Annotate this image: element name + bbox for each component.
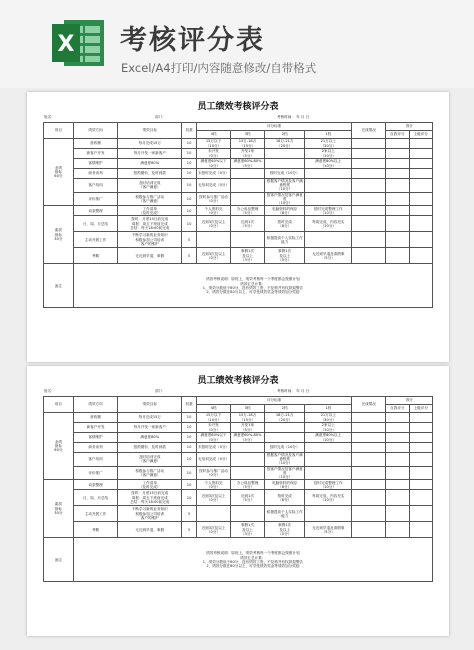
row-level-2: 按时完成 （8分） (265, 490, 305, 506)
note-label: 备注 (44, 538, 74, 582)
note-label: 备注 (44, 264, 74, 308)
row-level-2: 根据客户情况及客户满意程度 （10分） (265, 453, 305, 467)
row-level-1: 每周完成，内容充实 （10分） (305, 216, 352, 232)
page-subtitle: Excel/A4打印/内容随意修改/自带格式 (121, 61, 317, 75)
header-score: 得分 (386, 123, 433, 131)
header-scoring: 评分标准 (197, 397, 352, 405)
row-standard: 每月开发一家新客户 (118, 149, 182, 159)
row-standard: 工作清单 （及时完成） (118, 480, 182, 490)
row-level-4: 按时参与推广活动（0分） (197, 192, 231, 206)
row-weight: 10 (182, 139, 197, 149)
row-weight: 10 (182, 192, 197, 206)
table-row (44, 413, 433, 423)
table-row (44, 466, 433, 480)
row-level-4: 无培训完成（0分） (197, 179, 231, 193)
row-standard: 工作清单 （及时完成） (118, 206, 182, 216)
category-ability: 素质 指标 30分 (44, 206, 74, 264)
row-level-3 (231, 169, 265, 179)
row-completion[interactable] (352, 216, 386, 232)
category-ability: 素质 指标 30分 (44, 480, 74, 538)
row-level-1 (305, 192, 352, 206)
dept-label: 部门： (155, 389, 166, 393)
header-level-1: 1档 (305, 405, 352, 413)
row-level-3 (231, 506, 265, 522)
sheet-title: 员工绩效考核评分表 (197, 102, 279, 112)
row-level-3: 事假1次 及以上 （3分） (231, 522, 265, 538)
row-self-score[interactable] (386, 232, 409, 248)
row-level-3: 15万-18万 （15分） (231, 139, 265, 149)
header-banner (0, 0, 474, 88)
row-self-score[interactable] (386, 139, 409, 149)
row-leader-score[interactable] (409, 159, 432, 169)
row-weight: 10 (182, 490, 197, 506)
notes-cell (73, 264, 432, 308)
row-level-1: 满意度80%以上 （10分） (305, 159, 352, 169)
row-leader-score[interactable] (409, 423, 432, 433)
row-self-score[interactable] (386, 490, 409, 506)
header-level-3: 3档 (231, 405, 265, 413)
row-leader-score[interactable] (409, 522, 432, 538)
row-level-4: 15万以下 （10分） (197, 139, 231, 149)
row-level-3: 迟到1次 （5分） (231, 490, 265, 506)
header-scoring: 评分标准 (197, 123, 352, 131)
row-level-1: 满意度80%以上 （10分） (305, 433, 352, 443)
row-level-1 (305, 179, 352, 193)
row-level-4: 未按时完成（0分） (197, 169, 231, 179)
row-weight: 10 (182, 149, 197, 159)
row-content: 主动开展工作 (73, 506, 118, 522)
row-leader-score[interactable] (409, 192, 432, 206)
score-table (43, 122, 433, 308)
row-completion[interactable] (352, 506, 386, 522)
row-completion[interactable] (352, 248, 386, 264)
row-weight: 10 (182, 453, 197, 467)
row-level-2: 按时完成（10分） (265, 443, 305, 453)
header-self-score: 自我评分 (386, 405, 409, 413)
table-row (44, 522, 433, 538)
row-level-3 (231, 453, 265, 467)
row-leader-score[interactable] (409, 413, 432, 423)
row-completion[interactable] (352, 433, 386, 443)
row-weight: 10 (182, 159, 197, 169)
row-level-3: 满意度60%-80% （5分） (231, 433, 265, 443)
row-level-3 (231, 179, 265, 193)
date-label: 考核时间： 年 月 日 (277, 389, 310, 393)
notes-row (44, 538, 433, 582)
row-level-4 (197, 506, 231, 522)
row-leader-score[interactable] (409, 506, 432, 522)
row-completion[interactable] (352, 453, 386, 467)
row-leader-score[interactable] (409, 139, 432, 149)
row-weight: 10 (182, 466, 197, 480)
row-level-1 (305, 443, 352, 453)
header-completion: 完成情况 (352, 397, 386, 413)
row-level-1 (305, 466, 352, 480)
row-level-2 (265, 423, 305, 433)
row-standard: 按时：月度15日前完成 周报：周五下班前完成 总结：每天18:00前完成 (118, 216, 182, 232)
row-level-3: 开发1家 （5分） (231, 149, 265, 159)
table-row (44, 149, 433, 159)
row-content: 日、周、月总结 (73, 490, 118, 506)
header-level-3: 3档 (231, 131, 265, 139)
row-content: 主动开展工作 (73, 232, 118, 248)
note-line: 绩效考核说明：原则上，绩效考核每一个季度都会按照计划 (206, 277, 300, 282)
header-self-score: 自我评分 (386, 131, 409, 139)
row-content: 客情维护 (73, 159, 118, 169)
row-level-3 (231, 232, 265, 248)
row-level-2: 按时完成（10分） (265, 169, 305, 179)
row-level-3: 迟到1次 （5分） (231, 216, 265, 232)
header-project: 项目 (44, 397, 74, 413)
row-leader-score[interactable] (409, 169, 432, 179)
row-weight: 10 (182, 433, 197, 443)
row-standard: 按预期价、及时到款 (118, 443, 182, 453)
row-standard: 及时培训完成 （客户满意） (118, 453, 182, 467)
row-completion[interactable] (352, 232, 386, 248)
row-self-score[interactable] (386, 522, 409, 538)
header-leader-score: 上级评分 (409, 405, 432, 413)
table-row (44, 139, 433, 149)
row-leader-score[interactable] (409, 149, 432, 159)
row-content: 词条整理 (73, 206, 118, 216)
row-level-3: 事假1次 及以上 （3分） (231, 248, 265, 264)
note-line: 绩效汇总计算： (240, 555, 266, 560)
header-content: 绩效方向 (73, 123, 118, 139)
table-row (44, 506, 433, 522)
row-completion[interactable] (352, 149, 386, 159)
svg-text:X: X (57, 32, 75, 57)
row-level-1 (305, 506, 352, 522)
row-level-3: 开发1家 （5分） (231, 423, 265, 433)
sheet-title: 员工绩效考核评分表 (197, 376, 279, 386)
row-level-3 (231, 192, 265, 206)
row-weight: 5 (182, 248, 197, 264)
note-line: 绩效考核说明：原则上，绩效考核每一个季度都会按照计划 (206, 551, 300, 556)
row-leader-score[interactable] (409, 453, 432, 467)
table-row (44, 159, 433, 169)
note-line: 2、绩效分数在80分以上，可享受绩效奖金等绩效加分奖励 (206, 289, 300, 294)
row-standard: 积极参与推广活动 （客户满意） (118, 466, 182, 480)
header-level-4: 4档 (197, 131, 231, 139)
row-level-3: 15万-18万 （15分） (231, 413, 265, 423)
row-content: 词条整理 (73, 480, 118, 490)
row-content: 客情维护 (73, 433, 118, 443)
name-label: 姓名： (44, 389, 55, 393)
row-level-1 (305, 453, 352, 467)
row-completion[interactable] (352, 490, 386, 506)
row-content: 新客户开发 (73, 423, 118, 433)
row-self-score[interactable] (386, 506, 409, 522)
note-line: 2、绩效分数在80分以上，可享受绩效奖金等绩效加分奖励 (206, 563, 300, 568)
row-content: 日、周、月总结 (73, 216, 118, 232)
row-leader-score[interactable] (409, 480, 432, 490)
header-leader-score: 上级评分 (409, 131, 432, 139)
row-standard: 每月开发一家新客户 (118, 423, 182, 433)
row-content: 评价推广 (73, 192, 118, 206)
row-leader-score[interactable] (409, 216, 432, 232)
row-content: 考勤 (73, 248, 118, 264)
row-content: 考勤 (73, 522, 118, 538)
category-main: 业绩 指标 60分 (44, 139, 74, 206)
table-row (44, 192, 433, 206)
row-self-score[interactable] (386, 216, 409, 232)
row-level-2: 事假1次 及以上 （5分） (265, 248, 305, 264)
row-content: 商务谈判 (73, 169, 118, 179)
notes-row (44, 264, 433, 308)
row-completion[interactable] (352, 159, 386, 169)
row-self-score[interactable] (386, 413, 409, 423)
row-standard: 每月完成15万 (118, 413, 182, 423)
page-title: 考核评分表 (120, 25, 265, 56)
row-level-2 (265, 159, 305, 169)
table-row (44, 179, 433, 193)
table-row (44, 433, 433, 443)
row-level-1: 无迟到早退及请假事 （5分） (305, 522, 352, 538)
row-level-2: 18万-21万 （20分） (265, 139, 305, 149)
row-weight: 5 (182, 232, 197, 248)
row-level-3: 办公用品整理 （5分） (231, 206, 265, 216)
row-completion[interactable] (352, 179, 386, 193)
dept-label: 部门： (155, 115, 166, 119)
row-standard: 积极参与推广活动 （客户满意） (118, 192, 182, 206)
row-level-2: 积极提高个人实际工作能力 (265, 506, 305, 522)
row-leader-score[interactable] (409, 179, 432, 193)
row-self-score[interactable] (386, 480, 409, 490)
row-level-2: 按时完成 （8分） (265, 216, 305, 232)
row-level-4: 迟到3次及以上 （0分） (197, 490, 231, 506)
row-content: 客户培训 (73, 179, 118, 193)
table-row (44, 443, 433, 453)
row-self-score[interactable] (386, 149, 409, 159)
row-level-1: 2家以上 （10分） (305, 423, 352, 433)
row-level-2: 按客户情况及客户满意度 （10分） (265, 466, 305, 480)
row-self-score[interactable] (386, 206, 409, 216)
row-level-4: 迟到3次及以上 （0分） (197, 522, 231, 538)
row-standard: 无迟到早退、事假 (118, 248, 182, 264)
row-self-score[interactable] (386, 179, 409, 193)
row-leader-score[interactable] (409, 433, 432, 443)
row-level-4: 按时参与推广活动（0分） (197, 466, 231, 480)
header-completion: 完成情况 (352, 123, 386, 139)
row-level-4 (197, 232, 231, 248)
header-standard: 绩效目标 (118, 397, 182, 413)
row-self-score[interactable] (386, 248, 409, 264)
row-level-3 (231, 443, 265, 453)
row-weight: 5 (182, 522, 197, 538)
row-leader-score[interactable] (409, 466, 432, 480)
row-level-2 (265, 149, 305, 159)
table-row (44, 453, 433, 467)
row-level-3 (231, 466, 265, 480)
table-row (44, 490, 433, 506)
row-level-2: 积极提高个人实际工作能力 (265, 232, 305, 248)
row-level-4: 未开发 （0分） (197, 423, 231, 433)
table-row (44, 423, 433, 433)
table-row (44, 480, 433, 490)
row-self-score[interactable] (386, 192, 409, 206)
row-completion[interactable] (352, 522, 386, 538)
sheet-preview-1 (27, 92, 449, 362)
row-level-3: 办公用品整理 （5分） (231, 480, 265, 490)
row-weight: 10 (182, 169, 197, 179)
row-standard: 每月完成15万 (118, 139, 182, 149)
row-self-score[interactable] (386, 443, 409, 453)
row-content: 商务谈判 (73, 443, 118, 453)
row-completion[interactable] (352, 139, 386, 149)
row-weight: 10 (182, 423, 197, 433)
row-level-4: 无培训完成（0分） (197, 453, 231, 467)
row-standard: 按时：月度15日前完成 周报：周五下班前完成 总结：每天18:00前完成 (118, 490, 182, 506)
notes-cell (73, 538, 432, 582)
header-project: 项目 (44, 123, 74, 139)
row-level-1: 每周完成，内容充实 （10分） (305, 490, 352, 506)
row-self-score[interactable] (386, 423, 409, 433)
header-level-2: 2档 (265, 131, 305, 139)
row-level-1: 2家以上 （10分） (305, 149, 352, 159)
row-level-2: 按客户情况及客户满意度 （10分） (265, 192, 305, 206)
row-weight: 10 (182, 206, 197, 216)
note-line: 1、绩效分数低于60分，没有绩效工资，不及格并有权辞退警告 (202, 285, 304, 290)
row-level-4: 个人资料完 （0分） (197, 480, 231, 490)
row-level-2: 事假1次 及以上 （5分） (265, 522, 305, 538)
category-main: 业绩 指标 60分 (44, 413, 74, 480)
row-level-1 (305, 169, 352, 179)
row-weight: 10 (182, 216, 197, 232)
excel-icon (50, 16, 106, 70)
row-standard: 及时培训完成 （客户满意） (118, 179, 182, 193)
row-weight: 10 (182, 413, 197, 423)
header-level-2: 2档 (265, 405, 305, 413)
row-level-4: 迟到3次及以上 （0分） (197, 248, 231, 264)
row-level-1: 按时完成整理工作 （10分） (305, 480, 352, 490)
header-weight: 权重 (182, 397, 197, 413)
table-row (44, 232, 433, 248)
row-weight: 10 (182, 443, 197, 453)
row-self-score[interactable] (386, 453, 409, 467)
row-level-4: 满意度60%以下 （0分） (197, 159, 231, 169)
row-content: 营收额 (73, 139, 118, 149)
sheet-preview-2 (27, 366, 449, 636)
row-level-1 (305, 232, 352, 248)
table-row (44, 216, 433, 232)
row-level-4: 满意度60%以下 （0分） (197, 433, 231, 443)
row-completion[interactable] (352, 466, 386, 480)
row-level-2: 根据客户情况及客户满意程度 （10分） (265, 179, 305, 193)
row-level-2: 电脑资料的保存 （8分） (265, 206, 305, 216)
row-standard: 满意度80% (118, 159, 182, 169)
row-content: 评价推广 (73, 466, 118, 480)
row-leader-score[interactable] (409, 232, 432, 248)
row-level-4: 15万以下 （10分） (197, 413, 231, 423)
row-content: 新客户开发 (73, 149, 118, 159)
row-completion[interactable] (352, 443, 386, 453)
header-standard: 绩效目标 (118, 123, 182, 139)
row-level-1: 无迟到早退及请假事 （5分） (305, 248, 352, 264)
row-self-score[interactable] (386, 433, 409, 443)
header-score: 得分 (386, 397, 433, 405)
score-table (43, 396, 433, 582)
row-self-score[interactable] (386, 169, 409, 179)
row-level-1: 按时完成整理工作 （10分） (305, 206, 352, 216)
row-leader-score[interactable] (409, 490, 432, 506)
row-level-4: 未开发 （0分） (197, 149, 231, 159)
row-content: 客户培训 (73, 453, 118, 467)
row-completion[interactable] (352, 169, 386, 179)
row-level-1: 21万以上 （30分） (305, 139, 352, 149)
row-standard: 不断学习新的业务知识 积极参加公司培训 客户的维护 (118, 232, 182, 248)
row-standard: 按预期价、及时到款 (118, 169, 182, 179)
row-content: 营收额 (73, 413, 118, 423)
header-level-4: 4档 (197, 405, 231, 413)
table-row (44, 206, 433, 216)
row-level-4: 个人资料完 （0分） (197, 206, 231, 216)
row-self-score[interactable] (386, 466, 409, 480)
row-level-2: 电脑资料的保存 （8分） (265, 480, 305, 490)
row-level-2 (265, 433, 305, 443)
row-standard: 无迟到早退、事假 (118, 522, 182, 538)
row-leader-score[interactable] (409, 248, 432, 264)
row-leader-score[interactable] (409, 443, 432, 453)
row-weight: 10 (182, 480, 197, 490)
header-content: 绩效方向 (73, 397, 118, 413)
note-line: 绩效汇总计算： (240, 281, 266, 286)
row-standard: 不断学习新的业务知识 积极参加公司培训 客户的维护 (118, 506, 182, 522)
table-row (44, 169, 433, 179)
row-completion[interactable] (352, 192, 386, 206)
date-label: 考核时间： 年 月 日 (277, 115, 310, 119)
row-weight: 10 (182, 179, 197, 193)
name-label: 姓名： (44, 115, 55, 119)
header-weight: 权重 (182, 123, 197, 139)
row-completion[interactable] (352, 413, 386, 423)
row-level-4: 迟到3次及以上 （0分） (197, 216, 231, 232)
row-standard: 满意度80% (118, 433, 182, 443)
table-row (44, 248, 433, 264)
row-level-2: 18万-21万 （20分） (265, 413, 305, 423)
row-completion[interactable] (352, 423, 386, 433)
row-level-1: 21万以上 （30分） (305, 413, 352, 423)
row-level-4: 未按时完成（0分） (197, 443, 231, 453)
row-level-3: 满意度60%-80% （5分） (231, 159, 265, 169)
row-self-score[interactable] (386, 159, 409, 169)
row-leader-score[interactable] (409, 206, 432, 216)
row-completion[interactable] (352, 480, 386, 490)
row-completion[interactable] (352, 206, 386, 216)
note-line: 1、绩效分数低于60分，没有绩效工资，不及格并有权辞退警告 (202, 559, 304, 564)
header-level-1: 1档 (305, 131, 352, 139)
row-weight: 5 (182, 506, 197, 522)
